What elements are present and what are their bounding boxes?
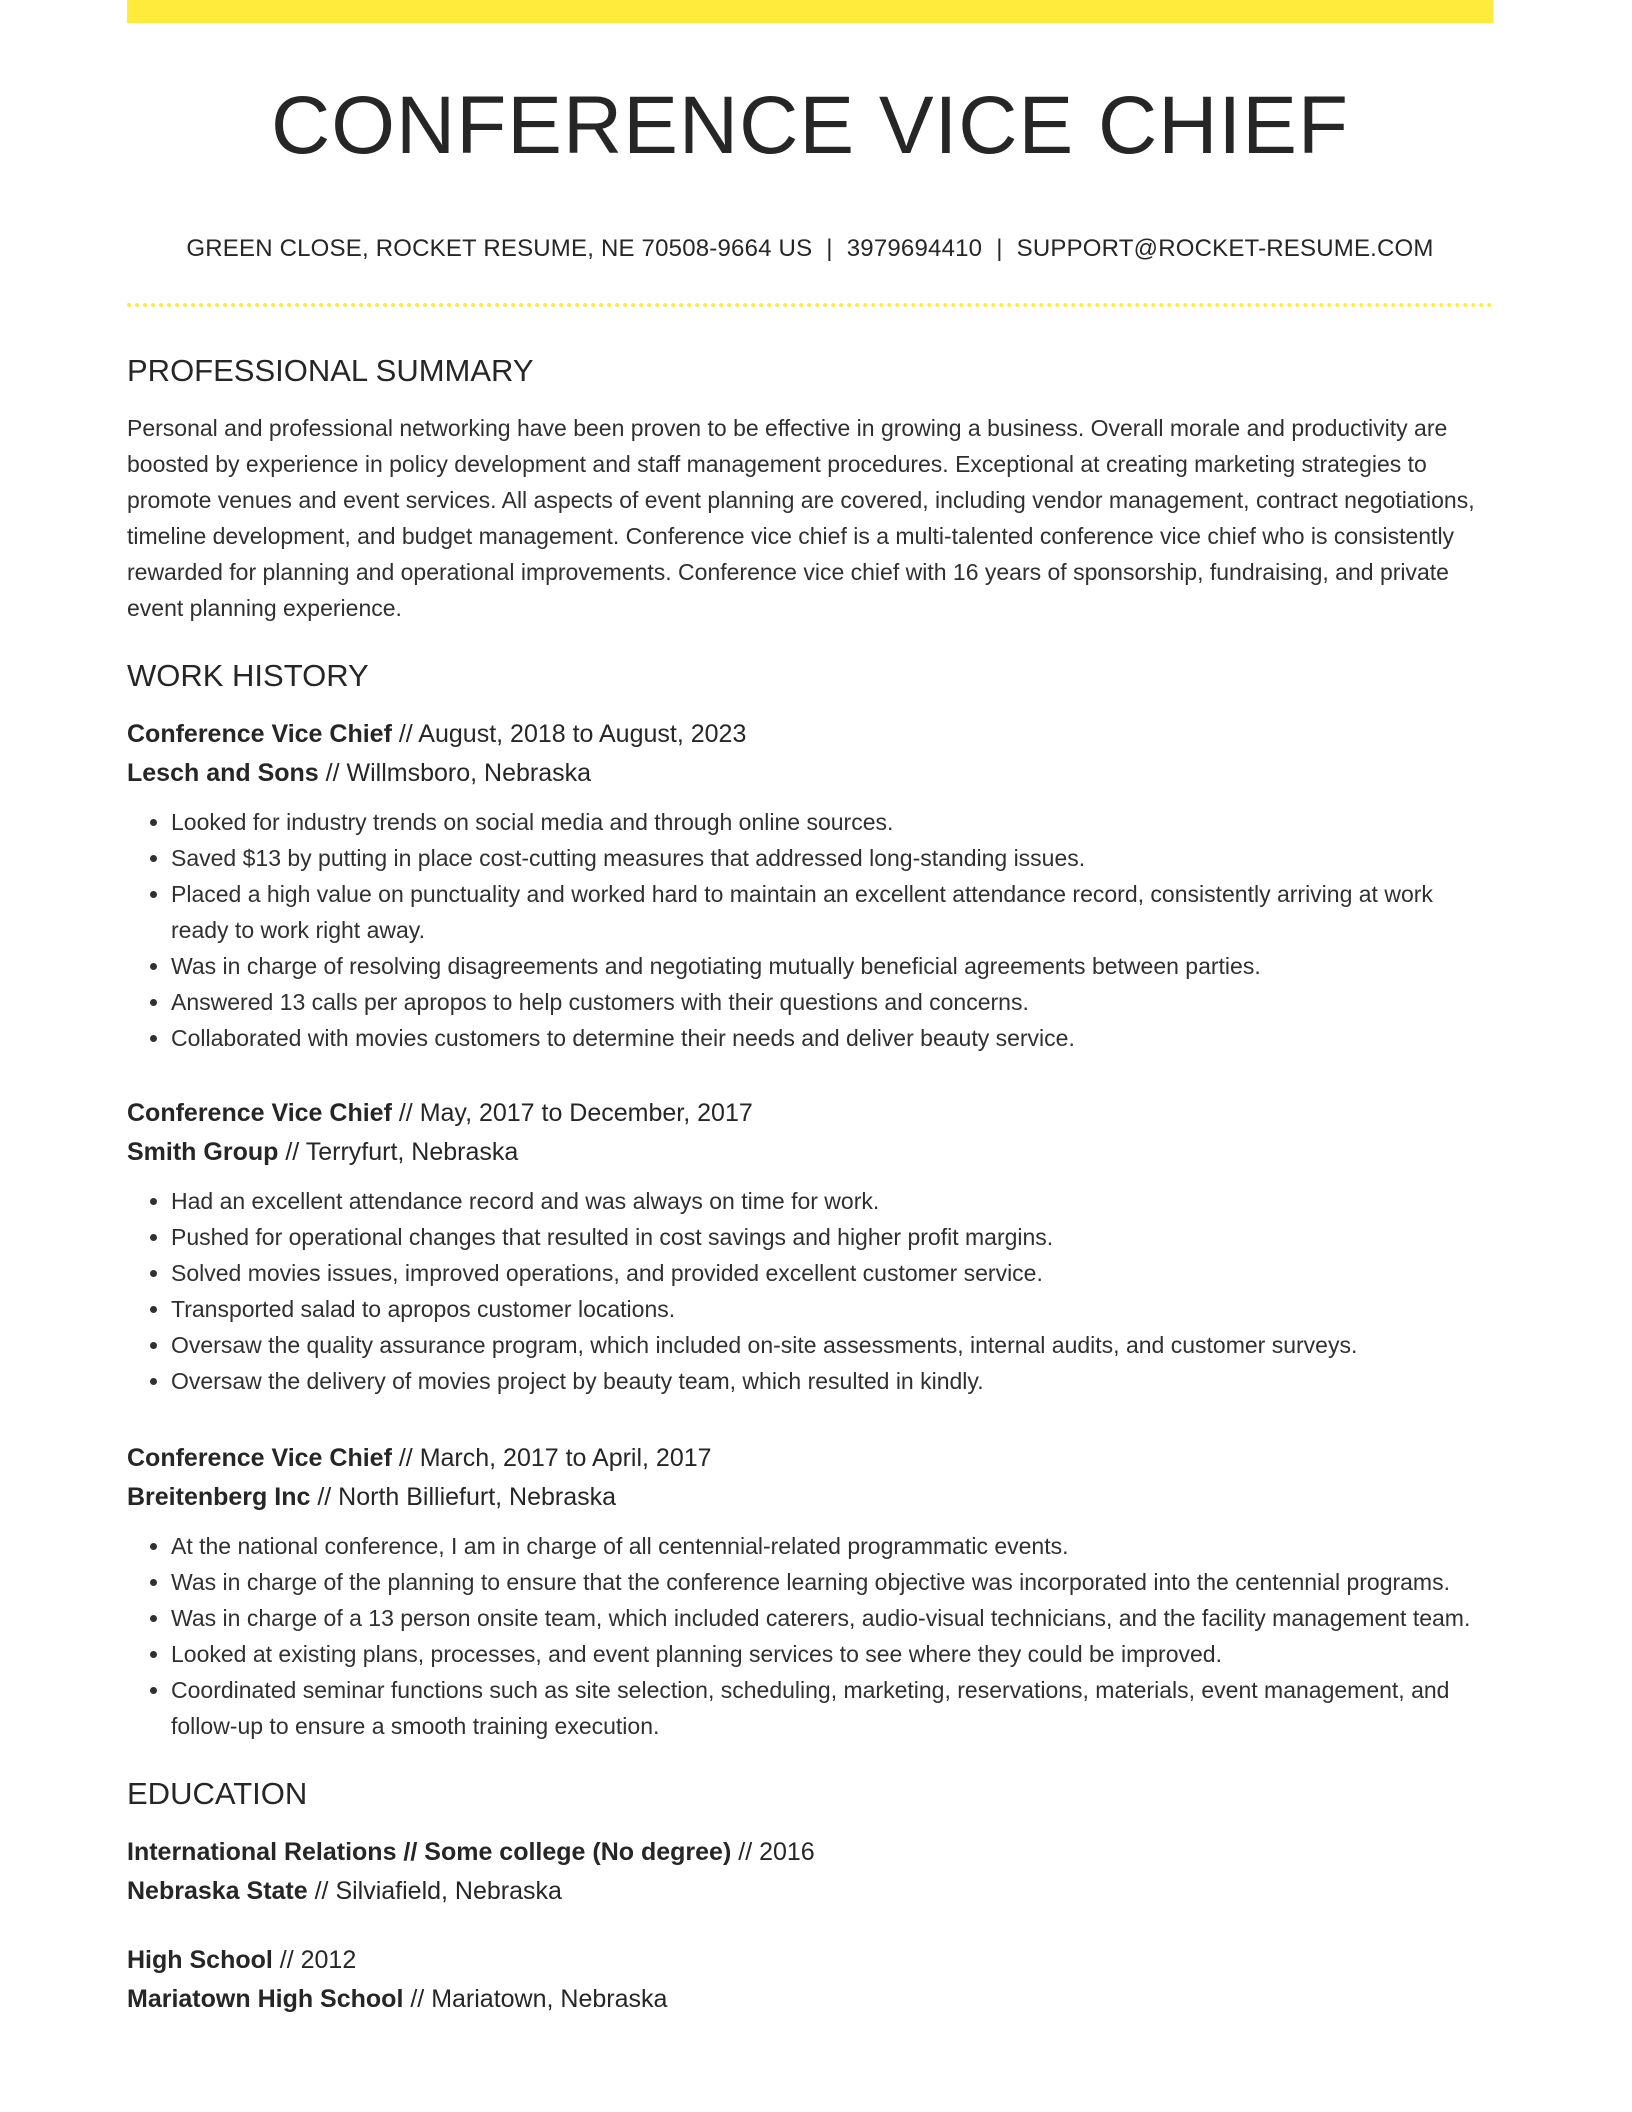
contact-line (127, 237, 1493, 261)
education-degree: High School (127, 1946, 273, 1974)
job-bullet: • Transported salad to apropos customer locations. (171, 1291, 1493, 1327)
job-bullet: • Pushed for operational changes that resulted in cost savings and higher profit margins. (171, 1219, 1493, 1255)
job-bullet: • Oversaw the quality assurance program, which included on-site assessments, internal audits, and customer surveys. (171, 1327, 1493, 1363)
education-entry (127, 1941, 1493, 2019)
job-bullets (127, 1528, 1493, 1744)
contact-separator: | (996, 235, 1003, 262)
resume-page (127, 0, 1493, 2019)
education-school: Mariatown High School (127, 1985, 404, 2013)
job-role: Conference Vice Chief (127, 1444, 392, 1472)
contact-phone: 3979694410 (846, 235, 983, 262)
resume-name: CONFERENCE VICE CHIEF (271, 80, 1349, 171)
job-bullet: • At the national conference, I am in charge of all centennial-related programmatic events. (171, 1528, 1493, 1564)
work-history-heading: WORK HISTORY (127, 658, 369, 693)
job-title-line (127, 1439, 1493, 1478)
job-bullet: • Answered 13 calls per apropos to help customers with their questions and concerns. (171, 984, 1493, 1020)
education-heading: EDUCATION (127, 1776, 308, 1811)
job-dates: // May, 2017 to December, 2017 (391, 1099, 753, 1127)
contact-email: SUPPORT@ROCKET-RESUME.COM (1016, 235, 1434, 262)
contact-separator: | (826, 235, 833, 262)
job-entry (127, 1094, 1493, 1399)
job-bullet: • Coordinated seminar functions such as site selection, scheduling, marketing, reservations, materials, event management, and follow-up to ensure a smooth training execution. (171, 1672, 1493, 1744)
education-school: Nebraska State (127, 1877, 308, 1905)
job-bullet: • Collaborated with movies customers to determine their needs and deliver beauty service. (171, 1020, 1493, 1056)
job-location: // Terryfurt, Nebraska (278, 1138, 519, 1166)
job-location: // Willmsboro, Nebraska (318, 759, 592, 787)
job-bullet: • Was in charge of resolving disagreements and negotiating mutually beneficial agreements between parties. (171, 948, 1493, 984)
job-title-line (127, 715, 1493, 754)
education-location: // Silviafield, Nebraska (307, 1877, 562, 1905)
job-dates: // March, 2017 to April, 2017 (391, 1444, 712, 1472)
job-bullets (127, 1183, 1493, 1399)
dotted-divider (127, 303, 1493, 307)
education-school-line (127, 1980, 1493, 2019)
education-degree: International Relations // Some college (No degree) (127, 1838, 732, 1866)
job-entry (127, 1439, 1493, 1744)
job-bullet: • Saved $13 by putting in place cost-cutting measures that addressed long-standing issues. (171, 840, 1493, 876)
job-role: Conference Vice Chief (127, 720, 392, 748)
job-company: Lesch and Sons (127, 759, 319, 787)
job-company: Smith Group (127, 1138, 279, 1166)
job-title-line (127, 1094, 1493, 1133)
education-entry (127, 1833, 1493, 1911)
job-bullets (127, 804, 1493, 1056)
job-company-line (127, 754, 1493, 793)
job-bullet: • Was in charge of a 13 person onsite team, which included caterers, audio-visual technicians, and the facility management team. (171, 1600, 1493, 1636)
job-role: Conference Vice Chief (127, 1099, 392, 1127)
education-year: // 2016 (731, 1838, 815, 1866)
education-degree-line (127, 1941, 1493, 1980)
education-location: // Mariatown, Nebraska (403, 1985, 668, 2013)
job-dates: // August, 2018 to August, 2023 (391, 720, 747, 748)
job-bullet: • Oversaw the delivery of movies project by beauty team, which resulted in kindly. (171, 1363, 1493, 1399)
education-school-line (127, 1872, 1493, 1911)
job-bullet: • Had an excellent attendance record and was always on time for work. (171, 1183, 1493, 1219)
contact-address: GREEN CLOSE, ROCKET RESUME, NE 70508-9664 US (186, 235, 813, 262)
job-bullet: • Looked for industry trends on social media and through online sources. (171, 804, 1493, 840)
job-company-line (127, 1133, 1493, 1172)
job-bullet: • Placed a high value on punctuality and worked hard to maintain an excellent attendance record, consistently arriving at work ready to work right away. (171, 876, 1493, 948)
education-year: // 2012 (272, 1946, 357, 1974)
summary-text: Personal and professional networking have been proven to be effective in growing a business. Overall morale and productivity are boosted by experience in policy development and staff management procedures. Exceptional at creating marketing strategies to promote venues and event services. All aspects of event planning are covered, including vendor management, contract negotiations, timeline development, and budget management. Conference vice chief is a multi-talented conference vice chief who is consistently rewarded for planning and operational improvements. Conference vice chief with 16 years of sponsorship, fundraising, and private event planning experience. (127, 415, 1475, 621)
summary-heading: PROFESSIONAL SUMMARY (127, 353, 534, 388)
job-bullet: • Looked at existing plans, processes, and event planning services to see where they could be improved. (171, 1636, 1493, 1672)
job-bullet: • Solved movies issues, improved operations, and provided excellent customer service. (171, 1255, 1493, 1291)
top-accent-bar (127, 0, 1493, 23)
education-degree-line (127, 1833, 1493, 1872)
job-entry (127, 715, 1493, 1056)
job-bullet: • Was in charge of the planning to ensure that the conference learning objective was incorporated into the centennial programs. (171, 1564, 1493, 1600)
job-company: Breitenberg Inc (127, 1483, 311, 1511)
job-company-line (127, 1478, 1493, 1517)
job-location: // North Billiefurt, Nebraska (310, 1483, 617, 1511)
